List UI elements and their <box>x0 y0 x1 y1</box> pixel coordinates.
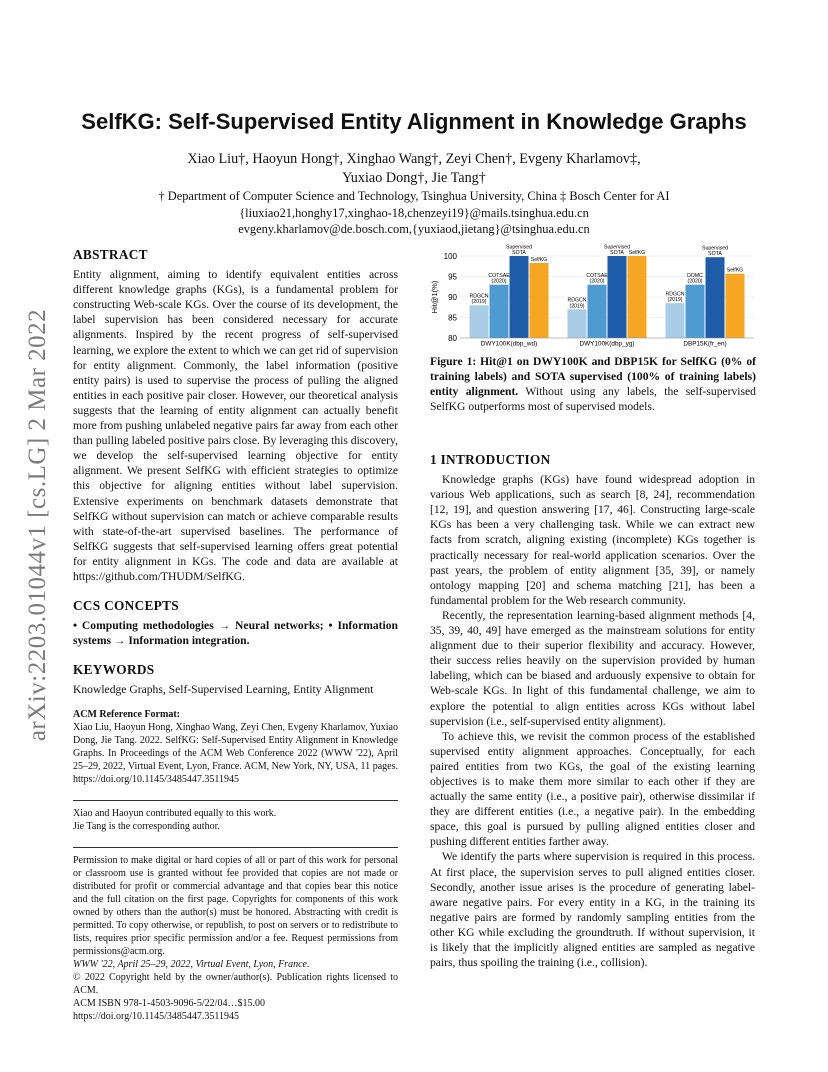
bar-label: SelfKG <box>726 267 744 274</box>
bar-label: RDGCN <box>469 293 489 300</box>
contribution-footnotes <box>73 807 398 833</box>
footnote-rule <box>73 800 398 801</box>
bar-label: Supervised <box>702 245 728 252</box>
acm-reference <box>73 708 398 786</box>
intro-paragraph-1: Knowledge graphs (KGs) have found widespread adoption in various Web applications, such as search [8, 24], recommendation [12, 19], and question answering [17, 46]. Constructing large-scale KGs has been a very challenging task. While we can extract new facts from scratch, aligning existing (incomplete) KGs together is practically necessary for real-world application scenarios. Over the past years, the problem of entity alignment [35, 39], or namely ontology mapping [20] and schema matching [21], has been a fundamental problem for the Web research community. <box>430 473 755 607</box>
bar-label: SelfKG <box>628 250 646 256</box>
y-tick-label: 90 <box>448 293 457 302</box>
hit1-bar-chart <box>428 242 758 348</box>
footnote-equal-contribution: Xiao and Haoyun contributed equally to this work. <box>73 807 277 819</box>
y-tick-label: 80 <box>448 334 457 343</box>
bar-label: (2020) <box>687 278 703 285</box>
y-tick-label: 100 <box>443 252 457 261</box>
bar-label: (2019) <box>667 297 683 304</box>
author-list <box>80 150 748 188</box>
intro-paragraph-3: To achieve this, we revisit the common process of the established supervised entity alignment approaches. Conceptually, for each paired entities from two KGs, the goal of the existing learning objectives is to make them more similar to each other if they are actually the same entity (i.e., a positive pair), otherwise dissimilar if they are different entities (i.e., a negative pair). In the embedding space, this goal is pursued by pulling aligned entities closer and pushing different entities farther away. <box>430 729 755 849</box>
bar <box>686 285 705 338</box>
arxiv-identifier: arXiv:2203.01044v1 [cs.LG] 2 Mar 2022 <box>24 308 51 742</box>
intro-paragraph-4: We identify the parts where supervision is required in this process. At first place, the supervision serves to pull aligned entities closer. Secondly, another issue arises is the procedure of generating label-aware negative pairs. For every entity in a KG, in the training its negative pairs are formed by randomly sampling entities from the other KG while excluding the groundtruth. If without supervision, it is likely that the implicitly aligned entities are sampled as negative pairs, thus spoiling the training (i.e., collision). <box>430 850 755 970</box>
emails-line-2: evgeny.kharlamov@de.bosch.com,{yuxiaod,jietang}@tsinghua.edu.cn <box>238 222 590 236</box>
bar <box>470 305 489 338</box>
bar-label: Supervised <box>506 244 532 251</box>
bar-label: (2019) <box>569 303 585 310</box>
bar <box>608 256 627 338</box>
bar-label: SelfKG <box>530 256 548 263</box>
paper-title: SelfKG: Self-Supervised Entity Alignment in Knowledge Graphs <box>81 109 747 134</box>
abstract-text: Entity alignment, aiming to identify equivalent entities across different knowledge graphs (KGs), is a fundamental problem for constructing Web-scale KGs. Over the course of its development, the label supervision has been considered necessary for accurate alignments. Inspired by the recent progress of self-supervised learning, we explore the extent to which we can get rid of supervision for entity alignment. Commonly, the label information (positive entity pairs) is used to supervise the process of pulling the aligned entities in each positive pair closer. However, our theoretical analysis suggests that the learning of entity alignment can actually benefit more from pushing unlabeled negative pairs far away from each other than pulling labeled positive pairs close. By leveraging this discovery, we develop the self-supervised learning objective for entity alignment. We present SelfKG with efficient strategies to optimize this objective for aligning entities without label supervision. Extensive experiments on benchmark datasets demonstrate that SelfKG without supervision can match or achieve comparable results with state-of-the-art supervised baselines. The performance of SelfKG suggests that self-supervised learning offers great potential for entity alignment in KGs. The code and data are available at https://github.com/THUDM/SelfKG. <box>73 268 398 583</box>
y-axis-label: Hit@1(%) <box>430 280 439 314</box>
bar-label: RDGCN <box>567 297 587 304</box>
permission-text: Permission to make digital or hard copies of all or part of this work for personal or classroom use is granted without fee provided that copies are not made or distributed for profit or commercial advantage and that copies bear this notice and the full citation on the first page. Copyrights for components of this work owned by others than the author(s) must be honored. Abstracting with credit is permitted. To copy otherwise, or republish, to post on servers or to redistribute to lists, requires prior specific permission and/or a fee. Request permissions from permissions@acm.org. <box>73 854 398 957</box>
caption-rest: Without using any labels, the self-supervised SelfKG outperforms most of supervised models. <box>430 385 756 413</box>
bar <box>568 309 587 338</box>
intro-paragraph-2: Recently, the representation learning-based alignment methods [4, 35, 39, 40, 49] have emerged as the mainstream solutions for entity alignment due to their superior flexibility and accuracy. However, their success relies heavily on the supervision provided by human labeling, which can be biased and arduously expensive to obtain for Web-scale KGs. In light of this fundamental challenge, we aim to explore the potential to align entities across KGs without label supervision (i.e., self-supervised entity alignment). <box>430 608 755 728</box>
introduction-heading: 1 INTRODUCTION <box>430 452 551 467</box>
bar <box>510 256 529 338</box>
permission-rule <box>73 847 398 848</box>
bar-label: RDGCN <box>665 291 685 298</box>
bar-label: (2020) <box>589 278 605 285</box>
bar <box>490 285 509 338</box>
bar <box>628 256 647 338</box>
abstract-heading: ABSTRACT <box>73 247 148 262</box>
caption-bold: Figure 1: Hit@1 on DWY100K and DBP15K for SelfKG (0% of training labels) and SOTA supervised (100% of training labels) entity alignment. <box>430 355 756 398</box>
copyright-text: © 2022 Copyright held by the owner/author(s). Publication rights licensed to ACM. <box>73 971 398 996</box>
figure-caption <box>430 354 756 414</box>
bar <box>726 274 745 338</box>
bar-label: SOTA <box>708 251 722 258</box>
ccs-text: • Computing methodologies → Neural networks; • Information systems → Information integration. <box>73 619 398 648</box>
affiliations <box>70 188 758 238</box>
emails-line-1: {liuxiao21,honghy17,xinghao-18,chenzeyi19}@mails.tsinghua.edu.cn <box>239 205 589 220</box>
permission-block <box>73 854 398 1023</box>
isbn-text: ACM ISBN 978-1-4503-9096-5/22/04…$15.00 <box>73 997 265 1009</box>
bar-label: SOTA <box>512 250 526 256</box>
footnote-corresponding-author: Jie Tang is the corresponding author. <box>73 820 220 832</box>
acm-reference-heading: ACM Reference Format: <box>73 708 180 720</box>
doi-link[interactable]: https://doi.org/10.1145/3485447.3511945 <box>73 1010 240 1022</box>
x-tick-label: DBP15K(fr_en) <box>683 340 727 348</box>
bar <box>666 303 685 338</box>
bar-label: DOMC <box>687 273 703 280</box>
authors-line-1: Xiao Liu†, Haoyun Hong†, Xinghao Wang†, Zeyi Chen†, Evgeny Kharlamov‡, <box>187 151 641 167</box>
x-tick-label: DWY100K(dbp_wd) <box>480 340 538 348</box>
y-tick-label: 85 <box>448 313 457 323</box>
bar-label: (2020) <box>491 278 507 285</box>
keywords-text: Knowledge Graphs, Self-Supervised Learning, Entity Alignment <box>73 683 374 697</box>
acm-reference-text: Xiao Liu, Haoyun Hong, Xinghao Wang, Zeyi Chen, Evgeny Kharlamov, Yuxiao Dong, Jie Tang. 2022. SelfKG: Self-Supervised Entity Alignment in Knowledge Graphs. In Proceedings of the ACM Web Conference 2022 (WWW '22), April 25–29, 2022, Virtual Event, Lyon, France. ACM, New York, NY, USA, 11 pages. https://doi.org/10.1145/3485447.3511945 <box>73 721 398 785</box>
x-tick-label: DWY100K(dbp_yg) <box>579 340 635 348</box>
bar <box>530 263 549 338</box>
bar <box>588 285 607 338</box>
right-column <box>430 452 755 970</box>
authors-line-2: Yuxiao Dong†, Jie Tang† <box>342 170 486 186</box>
ccs-heading: CCS CONCEPTS <box>73 598 179 614</box>
bar-label: COTSAE <box>586 273 608 280</box>
keywords-heading: KEYWORDS <box>73 662 155 678</box>
venue-text: WWW '22, April 25–29, 2022, Virtual Event, Lyon, France. <box>73 958 310 970</box>
affiliation-line: † Department of Computer Science and Technology, Tsinghua University, China ‡ Bosch Center for AI <box>158 189 670 203</box>
y-tick-label: 95 <box>448 272 457 282</box>
bar-label: (2019) <box>471 299 487 306</box>
bar-label: COTSAE <box>488 273 510 280</box>
bar <box>706 257 725 338</box>
bar-label: Supervised <box>604 244 630 251</box>
left-column <box>73 247 398 1023</box>
bar-label: SOTA <box>610 250 624 256</box>
